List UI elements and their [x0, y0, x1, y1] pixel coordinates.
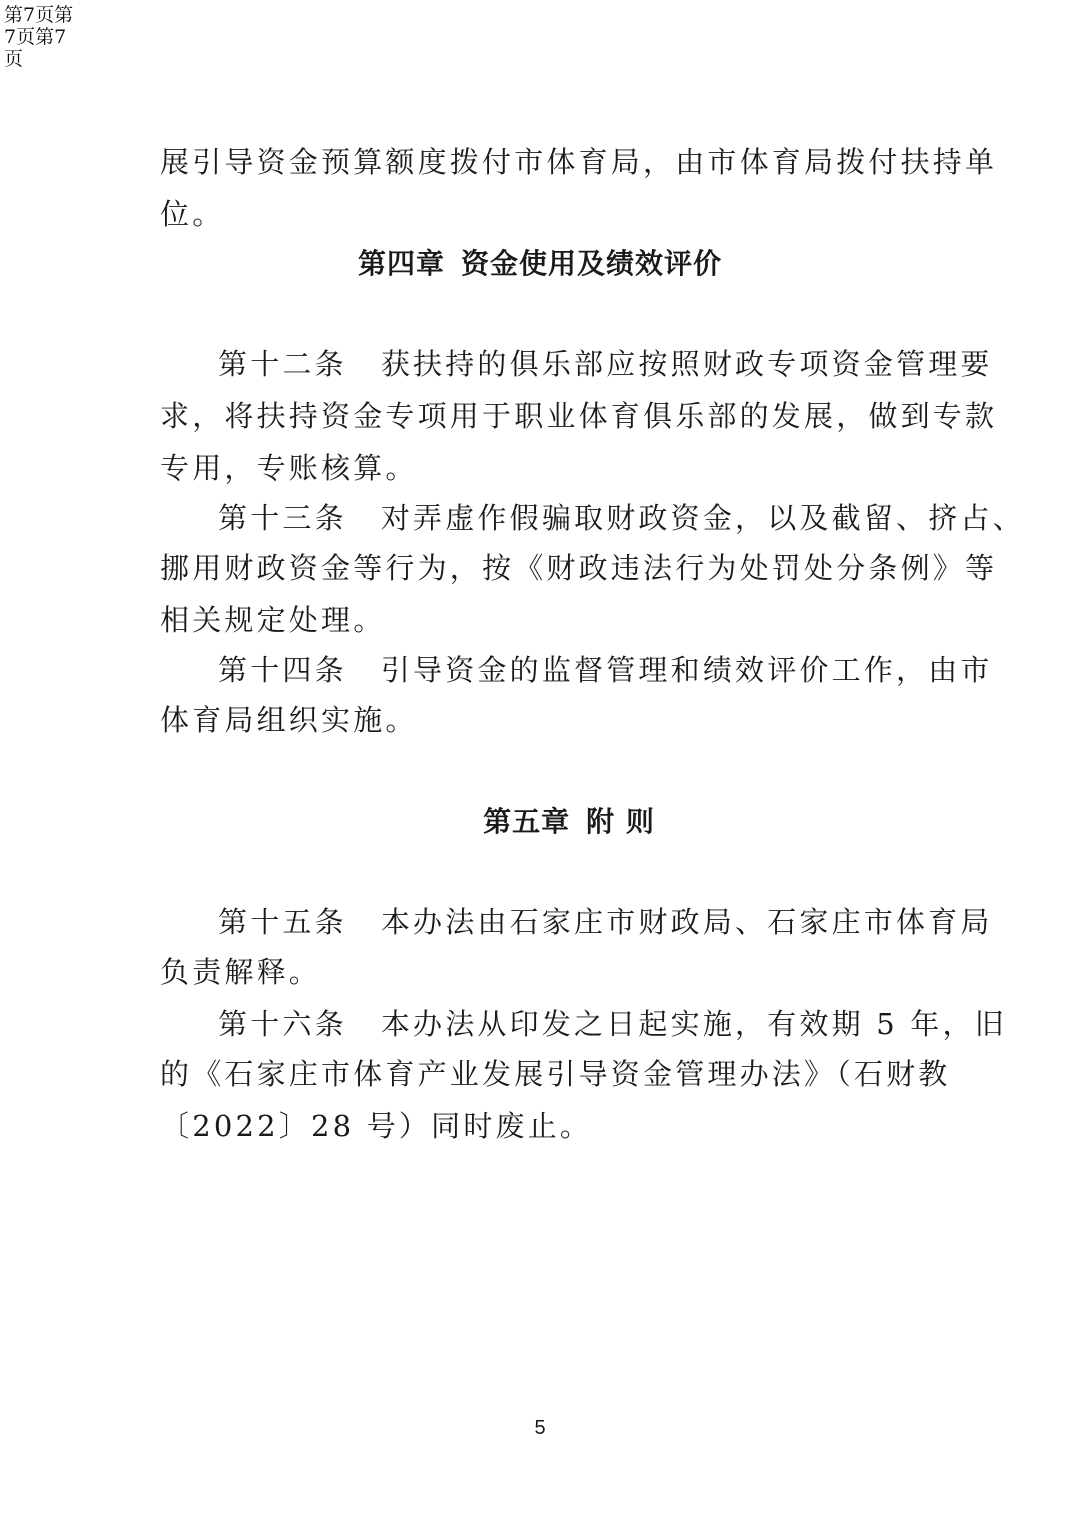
chapter-5-heading — [0, 796, 1080, 848]
article-15-line-2: 负责解释。 — [160, 955, 322, 989]
article-15-label: 第十五条 — [218, 905, 347, 939]
article-13-line-2: 挪用财政资金等行为，按《财政违法行为处罚处分条例》等 — [160, 551, 998, 585]
article-13-line-1 — [218, 492, 1025, 544]
article-16-text: 本办法从印发之日起实施，有效期 5 年，旧 — [380, 1007, 1007, 1041]
article-14-label: 第十四条 — [218, 653, 347, 687]
article-14-line-2: 体育局组织实施。 — [160, 703, 418, 737]
article-14-text: 引导资金的监督管理和绩效评价工作，由市 — [380, 653, 993, 687]
paragraph-continuation-line-1: 展引导资金预算额度拨付市体育局，由市体育局拨付扶持单 — [160, 145, 998, 179]
page-corner-label: 第7页第7页第7页 — [4, 4, 74, 70]
article-14-line-1 — [218, 644, 993, 696]
article-12-line-2: 求，将扶持资金专项用于职业体育俱乐部的发展，做到专款 — [160, 399, 998, 433]
chapter-4-number: 第四章 — [357, 247, 445, 280]
article-16-line-3: 〔2022〕28 号）同时废止。 — [160, 1109, 593, 1143]
chapter-4-title: 资金使用及绩效评价 — [461, 247, 723, 280]
chapter-5-number: 第五章 — [483, 805, 571, 838]
paragraph-continuation-line-2: 位。 — [160, 197, 225, 231]
article-13-text: 对弄虚作假骗取财政资金，以及截留、挤占、 — [380, 501, 1025, 535]
article-16-line-1 — [218, 998, 1007, 1050]
article-16-line-2: 的《石家庄市体育产业发展引导资金管理办法》（石财教 — [160, 1057, 951, 1091]
article-13-line-3: 相关规定处理。 — [160, 603, 386, 637]
page-number: 5 — [534, 1417, 546, 1439]
article-13-label: 第十三条 — [218, 501, 347, 535]
article-12-line-1 — [218, 338, 993, 390]
chapter-4-heading — [0, 238, 1080, 290]
chapter-5-title: 附 则 — [586, 805, 655, 838]
article-15-line-1 — [218, 896, 993, 948]
article-12-label: 第十二条 — [218, 347, 347, 381]
article-16-label: 第十六条 — [218, 1007, 347, 1041]
article-12-line-3: 专用，专账核算。 — [160, 451, 418, 485]
article-15-text: 本办法由石家庄市财政局、石家庄市体育局 — [380, 905, 993, 939]
article-12-text: 获扶持的俱乐部应按照财政专项资金管理要 — [380, 347, 993, 381]
